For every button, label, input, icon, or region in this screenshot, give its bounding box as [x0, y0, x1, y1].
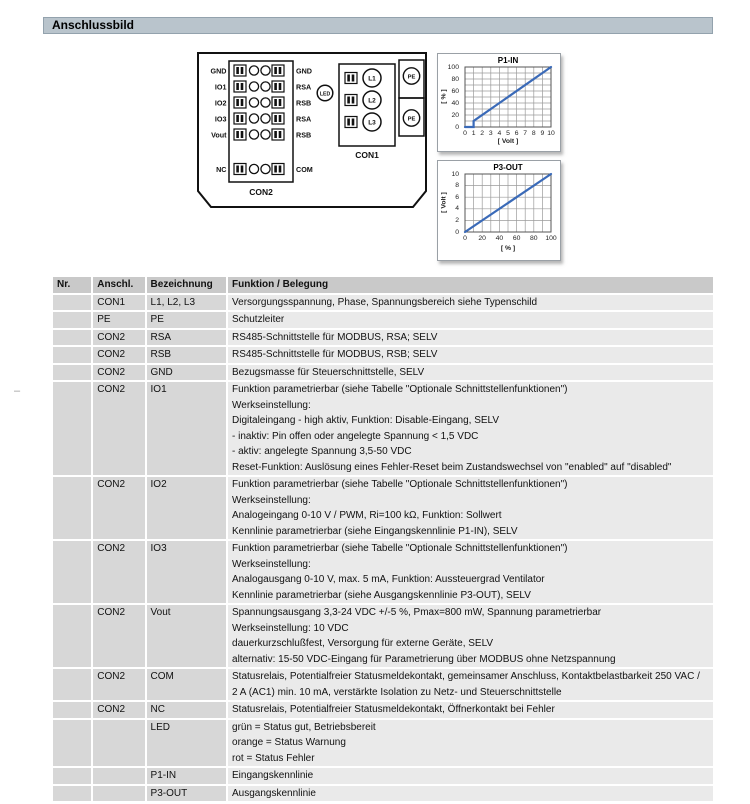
funktion-line: RS485-Schnittstelle für MODBUS, RSB; SELV — [232, 349, 438, 360]
section-title: Anschlussbild — [43, 17, 713, 34]
table-row — [53, 330, 713, 346]
device-outline — [198, 53, 426, 207]
funktion-line: Werkseinstellung: — [232, 558, 311, 570]
funktion-line: Analogausgang 0-10 V, max. 5 mA, Funktion: Aussteuergrad Ventilator — [232, 574, 545, 585]
cell-nr — [53, 477, 91, 539]
tick-label: 80 — [451, 75, 459, 83]
cell-funktion — [228, 669, 713, 700]
tick-label: 80 — [530, 235, 538, 242]
cell-bezeichnung: P1-IN — [147, 768, 226, 784]
tick-label: 3 — [488, 130, 493, 137]
tick-label: 8 — [531, 130, 536, 137]
funktion-line: dauerkurzschlußfest, Versorgung für externe Geräte, SELV — [232, 638, 494, 649]
con2-label: CON2 — [249, 187, 273, 197]
funktion-line: 2 A (AC1) min. 10 mA, verstärkte Isolation zu Netz- und Steuerschnittstelle — [232, 686, 562, 698]
cell-bezeichnung: RSB — [147, 347, 226, 363]
funktion-line: Werkseinstellung: — [232, 494, 311, 506]
funktion-line: alternativ: 15-50 VDC-Eingang für Parametrierung über MODBUS ohne Netzspannung — [232, 653, 616, 665]
cell-nr — [53, 605, 91, 667]
table-row — [53, 702, 713, 718]
cell-funktion — [228, 365, 713, 381]
header-anschl: Anschl. — [93, 277, 144, 293]
cell-bezeichnung: IO1 — [147, 382, 226, 475]
chart-p1-in — [437, 53, 561, 152]
tick-label: 5 — [506, 130, 510, 137]
cell-bezeichnung: RSA — [147, 330, 226, 346]
table-header-row — [53, 277, 713, 293]
funktion-line: Funktion parametrierbar (siehe Tabelle "Optionale Schnittstellenfunktionen") — [232, 479, 568, 490]
funktion-line: Ausgangskennlinie — [232, 787, 316, 799]
funktion-line: Analogeingang 0-10 V / PWM, Ri=100 kΩ, Funktion: Sollwert — [232, 510, 502, 521]
tick-label: 10 — [547, 130, 555, 137]
cell-bezeichnung: COM — [147, 669, 226, 700]
cell-anschl: PE — [93, 312, 144, 328]
table-row — [53, 295, 713, 311]
cell-nr — [53, 720, 91, 767]
table-row — [53, 347, 713, 363]
con2-pin-label-right: RSB — [296, 130, 312, 140]
connection-diagram — [192, 50, 432, 215]
tick-label: 0 — [455, 228, 459, 236]
table-row — [53, 382, 713, 475]
tick-label: 9 — [540, 130, 545, 137]
cell-nr — [53, 669, 91, 700]
table-row — [53, 720, 713, 767]
cell-bezeichnung: LED — [147, 720, 226, 767]
con1-rows — [345, 69, 381, 131]
cell-nr — [53, 295, 91, 311]
cell-bezeichnung: L1, L2, L3 — [147, 295, 226, 311]
tick-label: 0 — [463, 130, 467, 137]
cell-funktion — [228, 330, 713, 346]
tick-label: 6 — [514, 130, 519, 137]
tick-label: 0 — [463, 235, 467, 242]
funktion-line: rot = Status Fehler — [232, 752, 315, 764]
connection-table — [51, 275, 715, 803]
funktion-line: Reset-Funktion: Auslösung eines Fehler-Reset beim Zustandswechsel von "enabled" auf "disabled" — [232, 461, 672, 473]
con2-pin-label-left: Vout — [211, 130, 227, 140]
funktion-line: - aktiv: angelegte Spannung 3,5-50 VDC — [232, 446, 412, 457]
header-funktion: Funktion / Belegung — [228, 277, 713, 293]
tick-label: 100 — [545, 235, 557, 242]
funktion-line: Statusrelais, Potentialfreier Statusmeldekontakt, gemeinsamer Anschluss, Kontaktbelastbarkeit 250 VAC / — [232, 671, 700, 682]
tick-label: 2 — [480, 130, 485, 137]
cell-anschl: CON2 — [93, 605, 144, 667]
funktion-line: Werkseinstellung: — [232, 399, 311, 411]
funktion-line: grün = Status gut, Betriebsbereit — [232, 721, 376, 733]
cell-funktion — [228, 768, 713, 784]
cell-funktion — [228, 720, 713, 767]
tick-label: 1 — [471, 130, 476, 137]
cell-funktion — [228, 541, 713, 603]
cell-nr — [53, 312, 91, 328]
tick-label: 7 — [523, 130, 528, 137]
cell-nr — [53, 786, 91, 802]
con2-pin-label-left: IO1 — [214, 82, 227, 92]
table-row — [53, 365, 713, 381]
tick-label: 40 — [495, 235, 504, 242]
cell-nr — [53, 768, 91, 784]
con2-pin-label-left: NC — [216, 164, 227, 174]
funktion-line: orange = Status Warnung — [232, 737, 346, 748]
con1-terminal-label: L2 — [368, 97, 376, 105]
con2-pin-label-right: GND — [296, 66, 312, 76]
cell-anschl — [93, 720, 144, 767]
tick-label: 20 — [478, 235, 486, 242]
con2-pin-label-right: RSB — [296, 98, 312, 108]
led-label: LED — [319, 91, 331, 98]
chart-p3-out — [437, 160, 561, 261]
con1-terminal-label: L1 — [368, 75, 376, 83]
tick-label: 40 — [451, 99, 459, 107]
funktion-line: Digitaleingang - high aktiv, Funktion: Disable-Eingang, SELV — [232, 415, 500, 426]
cell-funktion — [228, 295, 713, 311]
cell-anschl: CON2 — [93, 541, 144, 603]
con2-pin-label-right: COM — [296, 164, 313, 174]
y-axis-label: [ % ] — [440, 89, 448, 104]
cell-nr — [53, 702, 91, 718]
x-axis-label: [ Volt ] — [497, 138, 519, 145]
cell-funktion — [228, 477, 713, 539]
header-bezeichnung: Bezeichnung — [147, 277, 226, 293]
cell-nr — [53, 541, 91, 603]
table-row — [53, 605, 713, 667]
cell-anschl: CON2 — [93, 702, 144, 718]
funktion-line: Kennlinie parametrierbar (siehe Ausgangskennlinie P3-OUT), SELV — [232, 589, 531, 601]
cell-anschl: CON2 — [93, 330, 144, 346]
tick-label: 60 — [451, 87, 459, 95]
chart-title: P1-IN — [497, 56, 519, 65]
cell-funktion — [228, 786, 713, 802]
cell-bezeichnung: NC — [147, 702, 226, 718]
cell-funktion — [228, 347, 713, 363]
cell-bezeichnung: IO2 — [147, 477, 226, 539]
table-row — [53, 477, 713, 539]
tick-label: 2 — [455, 216, 459, 224]
cell-nr — [53, 330, 91, 346]
cell-funktion — [228, 312, 713, 328]
cell-bezeichnung: PE — [147, 312, 226, 328]
cell-anschl: CON2 — [93, 477, 144, 539]
table-row — [53, 312, 713, 328]
cell-funktion — [228, 605, 713, 667]
cell-anschl: CON2 — [93, 382, 144, 475]
cell-bezeichnung: IO3 — [147, 541, 226, 603]
tick-label: 4 — [497, 130, 502, 137]
cell-nr — [53, 382, 91, 475]
funktion-line: Bezugsmasse für Steuerschnittstelle, SELV — [232, 366, 425, 378]
funktion-line: Versorgungsspannung, Phase, Spannungsbereich siehe Typenschild — [232, 296, 538, 308]
funktion-line: Funktion parametrierbar (siehe Tabelle "Optionale Schnittstellenfunktionen") — [232, 543, 568, 554]
cell-anschl: CON2 — [93, 669, 144, 700]
header-nr: Nr. — [53, 277, 91, 293]
funktion-line: Eingangskennlinie — [232, 770, 314, 781]
con1-terminal-label: L3 — [368, 119, 376, 127]
funktion-line: RS485-Schnittstelle für MODBUS, RSA; SELV — [232, 331, 438, 343]
cell-funktion — [228, 382, 713, 475]
table-row — [53, 669, 713, 700]
tick-label: 8 — [455, 182, 459, 190]
con2-pin-label-left: IO2 — [214, 98, 227, 108]
cell-anschl — [93, 786, 144, 802]
cell-bezeichnung: P3-OUT — [147, 786, 226, 802]
funktion-line: - inaktiv: Pin offen oder angelegte Spannung < 1,5 VDC — [232, 430, 479, 442]
cell-nr — [53, 347, 91, 363]
tick-label: 4 — [455, 205, 459, 213]
table-row — [53, 768, 713, 784]
tick-label: 60 — [512, 235, 521, 242]
cell-anschl: CON2 — [93, 365, 144, 381]
funktion-line: Kennlinie parametrierbar (siehe Eingangskennlinie P1-IN), SELV — [232, 525, 518, 537]
table-row — [53, 541, 713, 603]
x-axis-label: [ % ] — [500, 245, 516, 252]
funktion-line: Spannungsausgang 3,3-24 VDC +/-5 %, Pmax=800 mW, Spannung parametrierbar — [232, 607, 602, 618]
funktion-line: Funktion parametrierbar (siehe Tabelle "Optionale Schnittstellenfunktionen") — [232, 384, 568, 395]
y-axis-label: [ Volt ] — [440, 192, 448, 213]
cell-funktion — [228, 702, 713, 718]
pe-label-1: PE — [407, 74, 416, 81]
tick-label: 100 — [447, 63, 459, 71]
cell-bezeichnung: GND — [147, 365, 226, 381]
con2-pin-label-right: RSA — [296, 114, 312, 124]
tick-label: 20 — [451, 111, 459, 119]
con2-pin-label-left: GND — [210, 66, 227, 76]
con2-pin-label-left: IO3 — [214, 114, 227, 124]
cell-anschl: CON2 — [93, 347, 144, 363]
con1-label: CON1 — [355, 150, 379, 160]
funktion-line: Schutzleiter — [232, 314, 285, 325]
cell-anschl — [93, 768, 144, 784]
table-row — [53, 786, 713, 802]
con2-pin-label-right: RSA — [296, 82, 312, 92]
cell-bezeichnung: Vout — [147, 605, 226, 667]
chart-title: P3-OUT — [493, 163, 523, 172]
margin-change-mark: – — [14, 385, 21, 397]
tick-label: 10 — [451, 170, 459, 178]
pe-label-2: PE — [407, 116, 416, 123]
cell-anschl: CON1 — [93, 295, 144, 311]
tick-label: 6 — [455, 193, 459, 201]
funktion-line: Statusrelais, Potentialfreier Statusmeldekontakt, Öffnerkontakt bei Fehler — [232, 704, 555, 715]
tick-label: 0 — [455, 123, 459, 131]
cell-nr — [53, 365, 91, 381]
funktion-line: Werkseinstellung: 10 VDC — [232, 622, 349, 634]
